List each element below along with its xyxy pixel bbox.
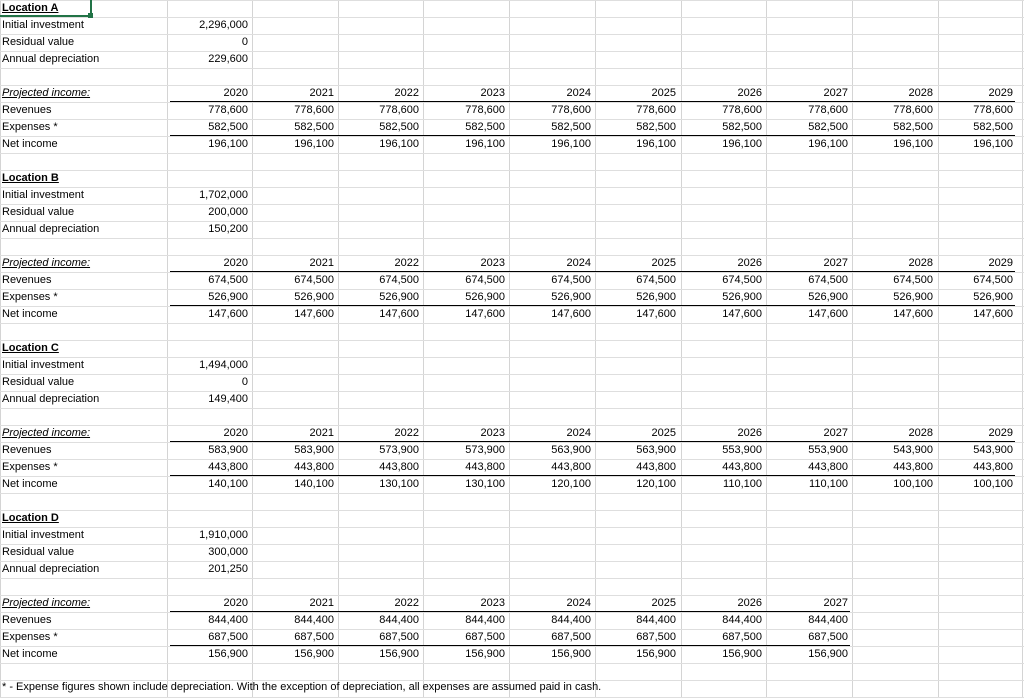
value-cell[interactable]: 526,900 xyxy=(722,291,762,303)
year-header: 2028 xyxy=(908,427,933,439)
value-cell[interactable]: 687,500 xyxy=(808,631,848,643)
gridline-vertical xyxy=(167,0,168,697)
year-header: 2020 xyxy=(223,257,248,269)
value-cell[interactable]: 778,600 xyxy=(379,104,419,116)
value-cell[interactable]: 778,600 xyxy=(208,104,248,116)
value-cell[interactable]: 147,600 xyxy=(465,308,505,320)
value-cell[interactable]: 526,900 xyxy=(973,291,1013,303)
value-cell[interactable]: 526,900 xyxy=(551,291,591,303)
year-header: 2029 xyxy=(988,257,1013,269)
location-title: Location D xyxy=(2,512,59,524)
gridline-horizontal xyxy=(0,119,1024,120)
value-cell[interactable]: 147,600 xyxy=(379,308,419,320)
gridline-horizontal xyxy=(0,306,1024,307)
gridline-horizontal xyxy=(0,34,1024,35)
gridline-horizontal xyxy=(0,561,1024,562)
value-cell[interactable]: 156,900 xyxy=(294,648,334,660)
value-cell[interactable]: 443,800 xyxy=(808,461,848,473)
value-cell[interactable]: 674,500 xyxy=(208,274,248,286)
value-cell[interactable]: 196,100 xyxy=(465,138,505,150)
value-cell[interactable]: 844,400 xyxy=(379,614,419,626)
value-cell[interactable]: 443,800 xyxy=(208,461,248,473)
gridline-horizontal xyxy=(0,476,1024,477)
input-label: Annual depreciation xyxy=(2,393,100,405)
input-label: Initial investment xyxy=(2,359,84,371)
value-cell[interactable]: 582,500 xyxy=(294,121,334,133)
gridline-horizontal xyxy=(0,578,1024,579)
gridline-vertical xyxy=(766,0,767,697)
gridline-vertical xyxy=(252,0,253,697)
year-header: 2023 xyxy=(480,427,505,439)
gridline-horizontal xyxy=(0,340,1024,341)
gridline-horizontal xyxy=(0,612,1024,613)
value-cell[interactable]: 120,100 xyxy=(551,478,591,490)
gridline-horizontal xyxy=(0,425,1024,426)
value-cell[interactable]: 778,600 xyxy=(294,104,334,116)
value-cell[interactable]: 526,900 xyxy=(294,291,334,303)
value-cell[interactable]: 100,100 xyxy=(893,478,933,490)
value-cell[interactable]: 443,800 xyxy=(636,461,676,473)
value-cell[interactable]: 778,600 xyxy=(636,104,676,116)
value-cell[interactable]: 156,900 xyxy=(465,648,505,660)
input-label: Annual depreciation xyxy=(2,563,100,575)
value-cell[interactable]: 674,500 xyxy=(379,274,419,286)
value-cell[interactable]: 573,900 xyxy=(379,444,419,456)
year-header: 2022 xyxy=(394,257,419,269)
value-cell[interactable]: 156,900 xyxy=(808,648,848,660)
gridline-horizontal xyxy=(0,221,1024,222)
year-header: 2020 xyxy=(223,87,248,99)
gridline-horizontal xyxy=(0,68,1024,69)
value-cell[interactable]: 687,500 xyxy=(465,631,505,643)
projected-income-label: Projected income: xyxy=(2,427,91,439)
value-cell[interactable]: 844,400 xyxy=(208,614,248,626)
value-cell[interactable]: 443,800 xyxy=(973,461,1013,473)
year-header: 2029 xyxy=(988,87,1013,99)
year-header: 2025 xyxy=(651,257,676,269)
gridline-vertical xyxy=(852,0,853,697)
location-title: Location C xyxy=(2,342,59,354)
year-header: 2023 xyxy=(480,597,505,609)
year-header: 2028 xyxy=(908,257,933,269)
value-cell[interactable]: 443,800 xyxy=(722,461,762,473)
value-cell[interactable]: 147,600 xyxy=(722,308,762,320)
row-label: Net income xyxy=(2,138,58,150)
gridline-horizontal xyxy=(0,493,1024,494)
value-cell[interactable]: 582,500 xyxy=(808,121,848,133)
year-header: 2022 xyxy=(394,597,419,609)
value-cell[interactable]: 196,100 xyxy=(551,138,591,150)
value-cell[interactable]: 778,600 xyxy=(808,104,848,116)
value-cell[interactable]: 778,600 xyxy=(465,104,505,116)
value-cell[interactable]: 674,500 xyxy=(722,274,762,286)
year-header: 2022 xyxy=(394,427,419,439)
value-cell[interactable]: 844,400 xyxy=(722,614,762,626)
value-cell[interactable]: 687,500 xyxy=(208,631,248,643)
value-cell[interactable]: 147,600 xyxy=(808,308,848,320)
value-cell[interactable]: 778,600 xyxy=(551,104,591,116)
value-cell[interactable]: 526,900 xyxy=(893,291,933,303)
gridline-horizontal xyxy=(0,595,1024,596)
value-cell[interactable]: 156,900 xyxy=(722,648,762,660)
selected-cell-border xyxy=(0,15,92,17)
value-cell[interactable]: 196,100 xyxy=(973,138,1013,150)
value-cell[interactable]: 582,500 xyxy=(208,121,248,133)
year-header: 2029 xyxy=(988,427,1013,439)
gridline-horizontal xyxy=(0,646,1024,647)
value-cell[interactable]: 196,100 xyxy=(893,138,933,150)
input-label: Annual depreciation xyxy=(2,53,100,65)
row-label: Expenses * xyxy=(2,121,58,133)
year-header: 2021 xyxy=(309,427,334,439)
value-cell[interactable]: 526,900 xyxy=(208,291,248,303)
gridline-vertical xyxy=(0,0,1,697)
value-cell[interactable]: 563,900 xyxy=(551,444,591,456)
value-cell[interactable]: 582,500 xyxy=(465,121,505,133)
value-cell[interactable]: 196,100 xyxy=(722,138,762,150)
value-cell[interactable]: 778,600 xyxy=(893,104,933,116)
year-header: 2024 xyxy=(566,257,591,269)
year-header: 2020 xyxy=(223,427,248,439)
value-cell[interactable]: 156,900 xyxy=(379,648,419,660)
value-cell[interactable]: 120,100 xyxy=(636,478,676,490)
year-header: 2021 xyxy=(309,257,334,269)
value-cell[interactable]: 130,100 xyxy=(379,478,419,490)
value-cell[interactable]: 147,600 xyxy=(893,308,933,320)
location-title: Location A xyxy=(2,2,59,14)
value-cell[interactable]: 674,500 xyxy=(465,274,505,286)
value-cell[interactable]: 844,400 xyxy=(636,614,676,626)
value-cell[interactable]: 553,900 xyxy=(808,444,848,456)
input-label: Residual value xyxy=(2,546,75,558)
gridline-vertical xyxy=(938,0,939,697)
value-cell[interactable]: 582,500 xyxy=(722,121,762,133)
fill-handle[interactable] xyxy=(88,13,93,18)
value-cell[interactable]: 778,600 xyxy=(722,104,762,116)
location-title: Location B xyxy=(2,172,59,184)
gridline-horizontal xyxy=(0,357,1024,358)
value-cell[interactable]: 674,500 xyxy=(973,274,1013,286)
gridline-horizontal xyxy=(0,442,1024,443)
row-label: Expenses * xyxy=(2,461,58,473)
value-cell[interactable]: 582,500 xyxy=(636,121,676,133)
row-label: Revenues xyxy=(2,274,52,286)
gridline-horizontal xyxy=(0,102,1024,103)
gridline-vertical xyxy=(338,0,339,697)
value-cell[interactable]: 583,900 xyxy=(208,444,248,456)
value-cell[interactable]: 156,900 xyxy=(208,648,248,660)
gridline-horizontal xyxy=(0,289,1024,290)
value-cell[interactable]: 140,100 xyxy=(208,478,248,490)
value-cell[interactable]: 526,900 xyxy=(465,291,505,303)
input-value-cell[interactable]: 149,400 xyxy=(208,393,248,405)
year-header: 2020 xyxy=(223,597,248,609)
value-cell[interactable]: 443,800 xyxy=(379,461,419,473)
value-cell[interactable]: 687,500 xyxy=(636,631,676,643)
value-cell[interactable]: 543,900 xyxy=(893,444,933,456)
row-label: Net income xyxy=(2,308,58,320)
gridline-horizontal xyxy=(0,17,1024,18)
value-cell[interactable]: 147,600 xyxy=(973,308,1013,320)
gridline-horizontal xyxy=(0,527,1024,528)
gridline-horizontal xyxy=(0,255,1024,256)
value-cell[interactable]: 443,800 xyxy=(893,461,933,473)
value-cell[interactable]: 196,100 xyxy=(208,138,248,150)
year-header: 2025 xyxy=(651,597,676,609)
value-cell[interactable]: 543,900 xyxy=(973,444,1013,456)
gridline-vertical xyxy=(595,0,596,697)
gridline-vertical xyxy=(423,0,424,697)
value-cell[interactable]: 110,100 xyxy=(809,478,848,490)
value-cell[interactable]: 156,900 xyxy=(551,648,591,660)
row-label: Revenues xyxy=(2,614,52,626)
row-label: Expenses * xyxy=(2,631,58,643)
value-cell[interactable]: 443,800 xyxy=(465,461,505,473)
row-label: Net income xyxy=(2,478,58,490)
input-value-cell[interactable]: 1,494,000 xyxy=(199,359,248,371)
value-cell[interactable]: 778,600 xyxy=(973,104,1013,116)
value-cell[interactable]: 687,500 xyxy=(722,631,762,643)
value-cell[interactable]: 196,100 xyxy=(379,138,419,150)
year-header: 2026 xyxy=(737,427,762,439)
value-cell[interactable]: 687,500 xyxy=(551,631,591,643)
value-cell[interactable]: 553,900 xyxy=(722,444,762,456)
year-header: 2025 xyxy=(651,427,676,439)
gridline-horizontal xyxy=(0,408,1024,409)
value-cell[interactable]: 147,600 xyxy=(294,308,334,320)
year-header: 2026 xyxy=(737,597,762,609)
input-label: Initial investment xyxy=(2,189,84,201)
value-cell[interactable]: 156,900 xyxy=(636,648,676,660)
gridline-horizontal xyxy=(0,0,1024,1)
value-cell[interactable]: 147,600 xyxy=(551,308,591,320)
gridline-horizontal xyxy=(0,51,1024,52)
gridline-horizontal xyxy=(0,510,1024,511)
year-header: 2027 xyxy=(823,427,848,439)
value-cell[interactable]: 147,600 xyxy=(636,308,676,320)
year-header: 2027 xyxy=(823,597,848,609)
value-cell[interactable]: 563,900 xyxy=(636,444,676,456)
value-cell[interactable]: 687,500 xyxy=(379,631,419,643)
value-cell[interactable]: 526,900 xyxy=(808,291,848,303)
value-cell[interactable]: 100,100 xyxy=(973,478,1013,490)
value-cell[interactable]: 147,600 xyxy=(208,308,248,320)
year-header: 2026 xyxy=(737,87,762,99)
gridline-horizontal xyxy=(0,204,1024,205)
value-cell[interactable]: 443,800 xyxy=(551,461,591,473)
row-label: Revenues xyxy=(2,444,52,456)
input-value-cell[interactable]: 150,200 xyxy=(208,223,248,235)
value-cell[interactable]: 196,100 xyxy=(636,138,676,150)
year-header: 2022 xyxy=(394,87,419,99)
value-cell[interactable]: 196,100 xyxy=(808,138,848,150)
input-value-cell[interactable]: 0 xyxy=(241,376,248,388)
row-label: Net income xyxy=(2,648,58,660)
value-cell[interactable]: 674,500 xyxy=(294,274,334,286)
input-label: Annual depreciation xyxy=(2,223,100,235)
gridline-horizontal xyxy=(0,238,1024,239)
value-cell[interactable]: 674,500 xyxy=(636,274,676,286)
gridline-horizontal xyxy=(0,323,1024,324)
value-cell[interactable]: 687,500 xyxy=(294,631,334,643)
value-cell[interactable]: 582,500 xyxy=(973,121,1013,133)
input-value-cell[interactable]: 300,000 xyxy=(208,546,248,558)
row-label: Revenues xyxy=(2,104,52,116)
gridline-horizontal xyxy=(0,187,1024,188)
year-header: 2021 xyxy=(309,597,334,609)
value-cell[interactable]: 196,100 xyxy=(294,138,334,150)
projected-income-label: Projected income: xyxy=(2,257,91,269)
year-header: 2027 xyxy=(823,257,848,269)
year-header: 2023 xyxy=(480,257,505,269)
year-header: 2024 xyxy=(566,427,591,439)
gridline-horizontal xyxy=(0,629,1024,630)
gridline-horizontal xyxy=(0,374,1024,375)
value-cell[interactable]: 674,500 xyxy=(808,274,848,286)
year-header: 2025 xyxy=(651,87,676,99)
input-value-cell[interactable]: 1,702,000 xyxy=(199,189,248,201)
year-header: 2027 xyxy=(823,87,848,99)
gridline-vertical xyxy=(1022,0,1023,697)
value-cell[interactable]: 110,100 xyxy=(723,478,762,490)
value-cell[interactable]: 844,400 xyxy=(808,614,848,626)
value-cell[interactable]: 526,900 xyxy=(379,291,419,303)
projected-income-label: Projected income: xyxy=(2,597,91,609)
input-value-cell[interactable]: 229,600 xyxy=(208,53,248,65)
value-cell[interactable]: 526,900 xyxy=(636,291,676,303)
year-header: 2021 xyxy=(309,87,334,99)
value-cell[interactable]: 674,500 xyxy=(551,274,591,286)
value-cell[interactable]: 844,400 xyxy=(551,614,591,626)
input-value-cell[interactable]: 1,910,000 xyxy=(199,529,248,541)
value-cell[interactable]: 582,500 xyxy=(551,121,591,133)
year-header: 2028 xyxy=(908,87,933,99)
year-header: 2024 xyxy=(566,87,591,99)
value-cell[interactable]: 582,500 xyxy=(379,121,419,133)
input-value-cell[interactable]: 0 xyxy=(241,36,248,48)
input-value-cell[interactable]: 200,000 xyxy=(208,206,248,218)
value-cell[interactable]: 844,400 xyxy=(294,614,334,626)
input-value-cell[interactable]: 201,250 xyxy=(208,563,248,575)
input-label: Residual value xyxy=(2,206,75,218)
value-cell[interactable]: 443,800 xyxy=(294,461,334,473)
gridline-horizontal xyxy=(0,663,1024,664)
gridline-horizontal xyxy=(0,170,1024,171)
input-label: Residual value xyxy=(2,376,75,388)
value-cell[interactable]: 140,100 xyxy=(294,478,334,490)
input-value-cell[interactable]: 2,296,000 xyxy=(199,19,248,31)
value-cell[interactable]: 674,500 xyxy=(893,274,933,286)
value-cell[interactable]: 130,100 xyxy=(465,478,505,490)
value-cell[interactable]: 844,400 xyxy=(465,614,505,626)
gridline-horizontal xyxy=(0,136,1024,137)
year-header: 2024 xyxy=(566,597,591,609)
gridline-vertical xyxy=(509,0,510,697)
year-header: 2026 xyxy=(737,257,762,269)
projected-income-label: Projected income: xyxy=(2,87,91,99)
gridline-horizontal xyxy=(0,391,1024,392)
gridline-horizontal xyxy=(0,153,1024,154)
gridline-horizontal xyxy=(0,85,1024,86)
value-cell[interactable]: 583,900 xyxy=(294,444,334,456)
gridline-horizontal xyxy=(0,459,1024,460)
value-cell[interactable]: 573,900 xyxy=(465,444,505,456)
row-label: Expenses * xyxy=(2,291,58,303)
year-header: 2023 xyxy=(480,87,505,99)
gridline-horizontal xyxy=(0,272,1024,273)
input-label: Initial investment xyxy=(2,19,84,31)
footnote: * - Expense figures shown include depreciation. With the exception of depreciation, all expenses are assumed paid in cash. xyxy=(2,681,602,693)
input-label: Residual value xyxy=(2,36,75,48)
value-cell[interactable]: 582,500 xyxy=(893,121,933,133)
gridline-vertical xyxy=(681,0,682,697)
input-label: Initial investment xyxy=(2,529,84,541)
gridline-horizontal xyxy=(0,544,1024,545)
